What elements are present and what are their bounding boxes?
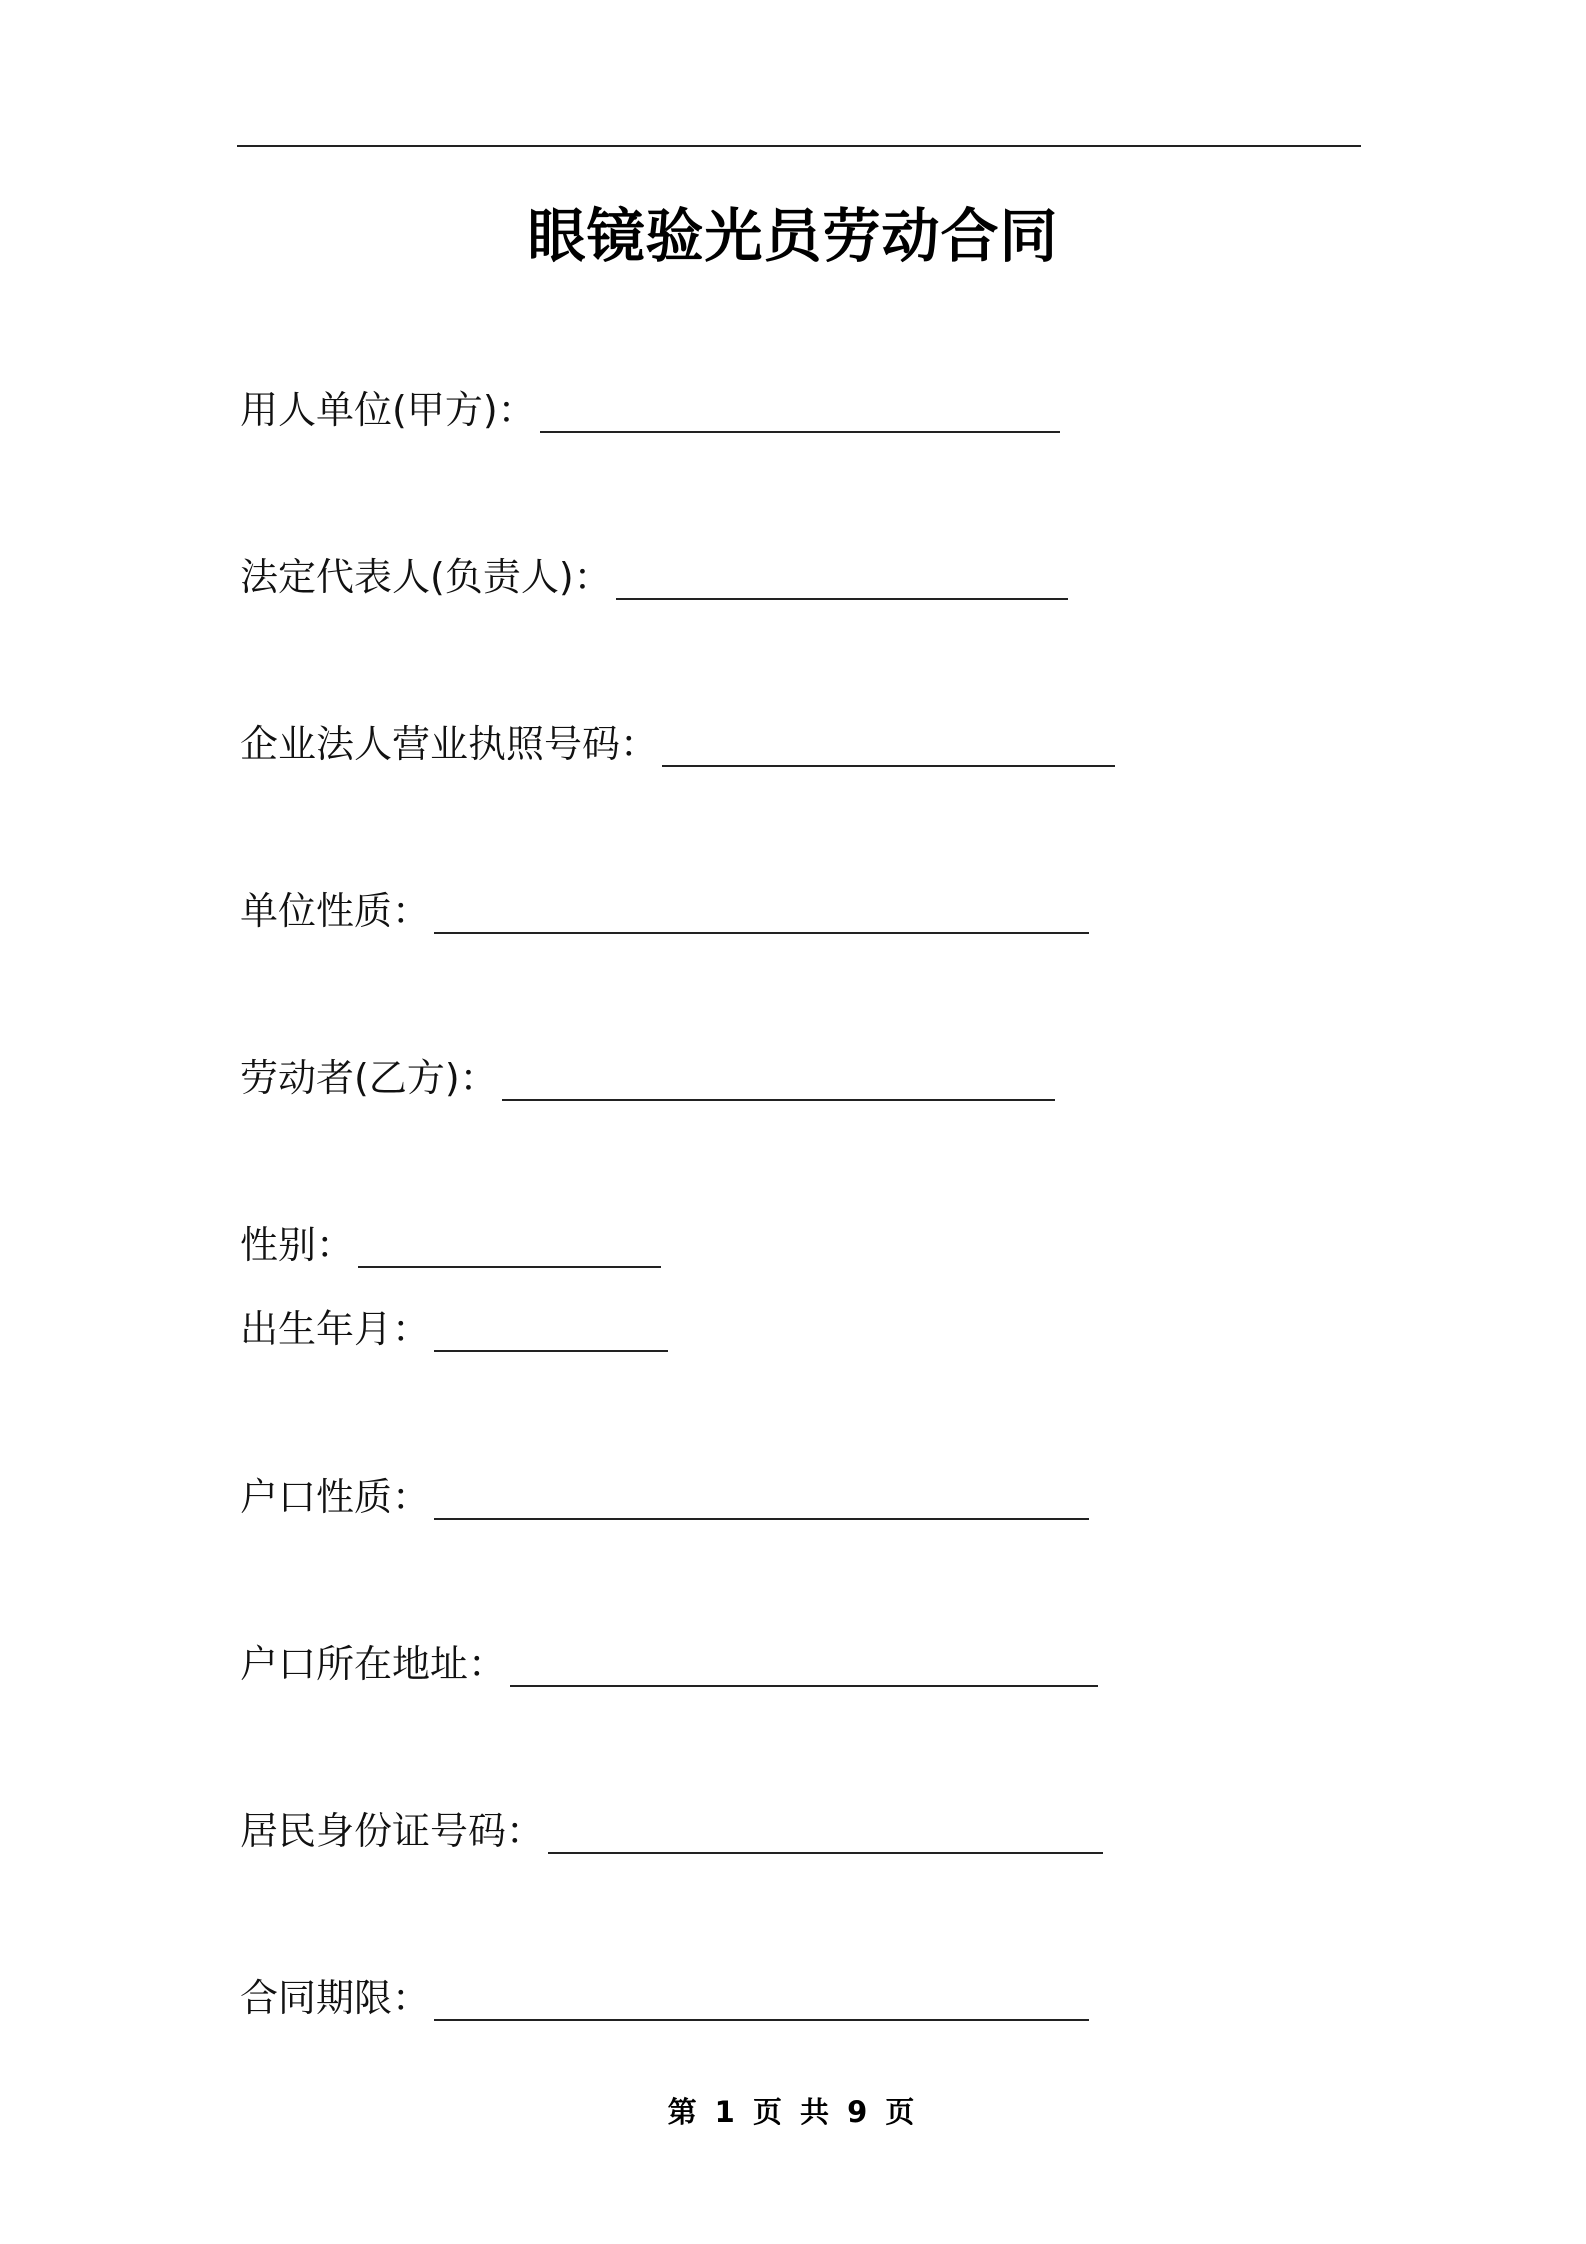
field-business-license	[240, 709, 1115, 769]
household-type-blank[interactable]	[434, 1474, 1089, 1520]
unit-nature-blank[interactable]	[434, 888, 1089, 934]
field-label: 企业法人营业执照号码：	[240, 722, 659, 766]
employer-blank[interactable]	[540, 387, 1060, 433]
field-label: 单位性质：	[240, 889, 431, 933]
field-birth-date	[240, 1294, 668, 1354]
field-label: 户口所在地址：	[240, 1642, 507, 1686]
field-label: 合同期限：	[240, 1976, 431, 2020]
field-label: 性别：	[240, 1223, 355, 1267]
household-address-blank[interactable]	[510, 1641, 1098, 1687]
birth-date-blank[interactable]	[434, 1306, 668, 1352]
field-employee	[240, 1043, 1055, 1103]
page-indicator: 第 1 页 共 9 页	[667, 2095, 919, 2129]
field-employer	[240, 375, 1060, 435]
document-title: 眼镜验光员劳动合同	[527, 202, 1059, 270]
field-contract-term	[240, 1963, 1089, 2023]
field-unit-nature	[240, 876, 1089, 936]
field-label: 法定代表人(负责人)：	[240, 555, 612, 599]
field-household-type	[240, 1462, 1089, 1522]
field-label: 户口性质：	[240, 1475, 431, 1519]
field-label: 劳动者(乙方)：	[240, 1056, 498, 1100]
field-label: 用人单位(甲方)：	[240, 388, 536, 432]
field-label: 出生年月：	[240, 1307, 431, 1351]
employee-blank[interactable]	[502, 1055, 1055, 1101]
header-rule	[237, 145, 1361, 147]
field-gender	[240, 1210, 661, 1270]
legal-representative-blank[interactable]	[616, 554, 1068, 600]
gender-blank[interactable]	[358, 1222, 661, 1268]
field-household-address	[240, 1629, 1098, 1689]
id-number-blank[interactable]	[548, 1808, 1103, 1854]
field-label: 居民身份证号码：	[240, 1809, 545, 1853]
business-license-blank[interactable]	[662, 721, 1115, 767]
contract-term-blank[interactable]	[434, 1975, 1089, 2021]
field-legal-representative	[240, 542, 1068, 602]
field-id-number	[240, 1796, 1103, 1856]
